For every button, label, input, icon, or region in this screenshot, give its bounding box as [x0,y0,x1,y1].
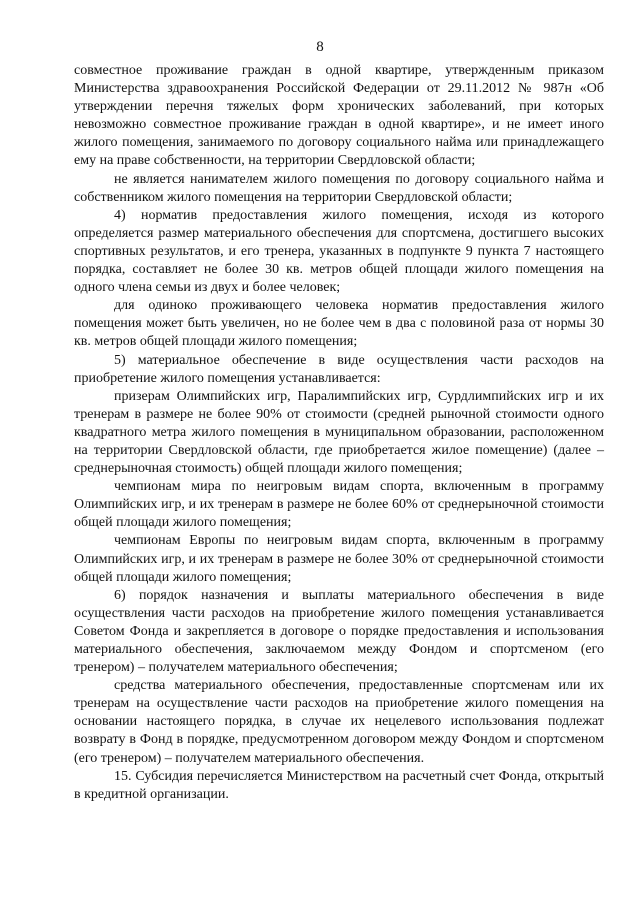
paragraph: чемпионам мира по неигровым видам спорта, включенным в программу Олимпийских игр, и их тренерам в размере не более 60% от среднерыночной стоимости общей площади жилого помещения; [74,479,604,531]
paragraph: 15. Субсидия перечисляется Министерством на расчетный счет Фонда, открытый в кредитной организации. [74,768,604,802]
document-body [74,62,604,804]
paragraph: чемпионам Европы по неигровым видам спорта, включенным в программу Олимпийских игр, и их тренерам в размере не более 30% от среднерыночной стоимости общей площади жилого помещения; [74,533,604,585]
paragraph: совместное проживание граждан в одной квартире, утвержденным приказом Министерства здравоохранения Российской Федерации от 29.11.2012 № 987н «Об утверждении перечня тяжелых форм хронических заболеваний, при которых невозможно совместное проживание граждан в одной квартире», и не имеет иного жилого помещения, занимаемого по договору социального найма или принадлежащего ему на праве собственности, на территории Свердловской области; [74,63,604,169]
paragraph: 6) порядок назначения и выплаты материального обеспечения в виде осуществления части расходов на приобретение жилого помещения устанавливается Советом Фонда и закрепляется в договоре о порядке предоставления и использования материального обеспечения, заключаемом между Фондом и спортсменом (его тренером) – получателем материального обеспечения; [74,587,604,676]
paragraph: средства материального обеспечения, предоставленные спортсменам или их тренерам на осуществление части расходов на приобретение жилого помещения на основании настоящего порядка, в случае их нецелевого использования подлежат возврату в Фонд в порядке, предусмотренном договором между Фондом и спортсменом (его тренером) – получателем материального обеспечения. [74,678,604,766]
paragraph: призерам Олимпийских игр, Паралимпийских игр, Сурдлимпийских игр и их тренерам в размере не более 90% от стоимости (средней рыночной стоимости одного квадратного метра жилого помещения в муниципальном образовании, расположенном на территории Свердловской области, где приобретается жилое помещение) (далее – среднерыночная стоимость) общей площади жилого помещения; [74,388,604,477]
paragraph: для одиноко проживающего человека норматив предоставления жилого помещения может быть увеличен, но не более чем в два с половиной раза от нормы 30 кв. метров общей площади жилого помещения; [74,298,604,350]
paragraph: 4) норматив предоставления жилого помещения, исходя из которого определяется размер материального обеспечения для спортсмена, достигшего высоких спортивных результатов, и его тренера, указанных в подпункте 9 пункта 7 настоящего порядка, составляет не более 30 кв. метров общей площади жилого помещения на одного члена семьи из двух и более человек; [74,207,604,296]
page-number: 8 [316,39,324,55]
paragraph: 5) материальное обеспечение в виде осуществления части расходов на приобретение жилого помещения устанавливается: [74,352,604,386]
paragraph: не является нанимателем жилого помещения по договору социального найма и собственником жилого помещения на территории Свердловской области; [74,171,604,205]
